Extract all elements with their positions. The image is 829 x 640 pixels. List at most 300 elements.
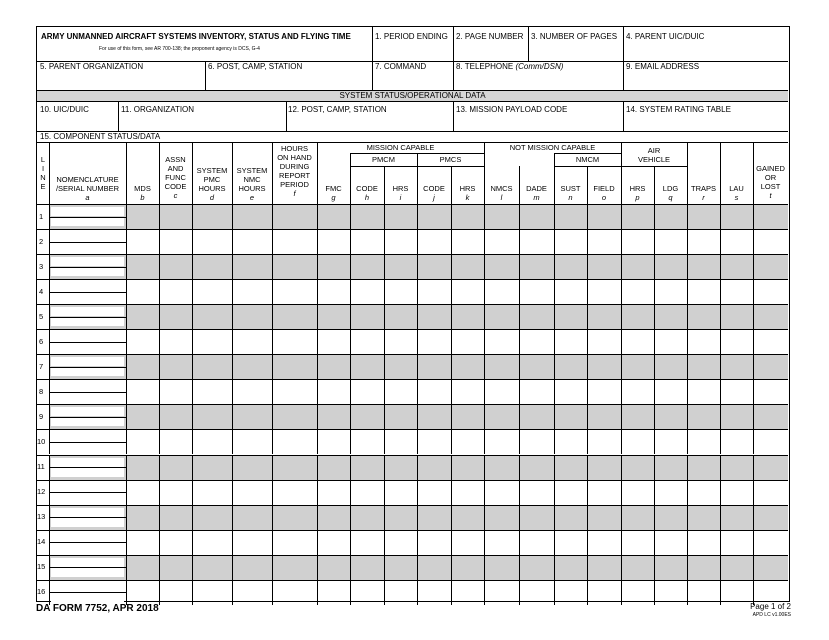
data-cell[interactable] bbox=[452, 280, 483, 303]
data-cell[interactable] bbox=[273, 456, 316, 479]
data-cell[interactable] bbox=[193, 531, 231, 554]
data-cell[interactable] bbox=[520, 456, 553, 479]
data-cell[interactable] bbox=[485, 230, 518, 253]
data-cell[interactable] bbox=[485, 581, 518, 604]
data-cell[interactable] bbox=[688, 581, 719, 604]
data-cell[interactable] bbox=[622, 531, 653, 554]
data-cell[interactable] bbox=[385, 481, 416, 504]
data-cell[interactable] bbox=[622, 581, 653, 604]
data-cell[interactable] bbox=[688, 205, 719, 228]
data-cell[interactable] bbox=[721, 405, 752, 428]
data-cell[interactable] bbox=[273, 355, 316, 378]
data-cell[interactable] bbox=[273, 481, 316, 504]
data-cell[interactable] bbox=[588, 330, 620, 353]
data-cell[interactable] bbox=[318, 330, 349, 353]
data-cell[interactable] bbox=[721, 205, 752, 228]
data-cell[interactable] bbox=[193, 430, 231, 453]
data-cell[interactable] bbox=[622, 506, 653, 529]
data-cell[interactable] bbox=[688, 506, 719, 529]
data-cell[interactable] bbox=[127, 506, 158, 529]
data-cell[interactable] bbox=[127, 330, 158, 353]
data-cell[interactable] bbox=[160, 581, 191, 604]
data-cell[interactable] bbox=[193, 506, 231, 529]
data-cell[interactable] bbox=[452, 531, 483, 554]
data-cell[interactable] bbox=[655, 380, 686, 403]
data-cell[interactable] bbox=[318, 355, 349, 378]
data-cell[interactable] bbox=[588, 506, 620, 529]
data-cell[interactable] bbox=[452, 581, 483, 604]
parent-org-field[interactable] bbox=[39, 72, 203, 88]
data-cell[interactable] bbox=[555, 355, 586, 378]
data-cell[interactable] bbox=[160, 305, 191, 328]
data-cell[interactable] bbox=[127, 230, 158, 253]
data-cell[interactable] bbox=[318, 481, 349, 504]
data-cell[interactable] bbox=[418, 305, 450, 328]
data-cell[interactable] bbox=[318, 556, 349, 579]
data-cell[interactable] bbox=[555, 305, 586, 328]
data-cell[interactable] bbox=[351, 581, 383, 604]
nomenclature-input[interactable] bbox=[51, 458, 124, 467]
serial-number-input[interactable] bbox=[51, 468, 124, 477]
data-cell[interactable] bbox=[655, 581, 686, 604]
data-cell[interactable] bbox=[655, 456, 686, 479]
data-cell[interactable] bbox=[385, 355, 416, 378]
data-cell[interactable] bbox=[127, 305, 158, 328]
data-cell[interactable] bbox=[160, 506, 191, 529]
data-cell[interactable] bbox=[418, 531, 450, 554]
data-cell[interactable] bbox=[273, 280, 316, 303]
data-cell[interactable] bbox=[452, 430, 483, 453]
data-cell[interactable] bbox=[160, 531, 191, 554]
serial-number-input[interactable] bbox=[51, 317, 124, 326]
data-cell[interactable] bbox=[622, 305, 653, 328]
data-cell[interactable] bbox=[385, 230, 416, 253]
data-cell[interactable] bbox=[193, 355, 231, 378]
data-cell[interactable] bbox=[385, 430, 416, 453]
data-cell[interactable] bbox=[273, 330, 316, 353]
data-cell[interactable] bbox=[655, 330, 686, 353]
data-cell[interactable] bbox=[233, 230, 271, 253]
data-cell[interactable] bbox=[127, 430, 158, 453]
nomenclature-input[interactable] bbox=[51, 307, 124, 316]
data-cell[interactable] bbox=[721, 430, 752, 453]
data-cell[interactable] bbox=[555, 506, 586, 529]
data-cell[interactable] bbox=[385, 506, 416, 529]
data-cell[interactable] bbox=[555, 405, 586, 428]
data-cell[interactable] bbox=[273, 405, 316, 428]
data-cell[interactable] bbox=[233, 581, 271, 604]
data-cell[interactable] bbox=[273, 556, 316, 579]
data-cell[interactable] bbox=[520, 280, 553, 303]
data-cell[interactable] bbox=[351, 506, 383, 529]
data-cell[interactable] bbox=[555, 481, 586, 504]
data-cell[interactable] bbox=[485, 481, 518, 504]
data-cell[interactable] bbox=[688, 330, 719, 353]
serial-number-input[interactable] bbox=[51, 493, 124, 502]
data-cell[interactable] bbox=[555, 230, 586, 253]
data-cell[interactable] bbox=[555, 531, 586, 554]
serial-number-input[interactable] bbox=[51, 367, 124, 376]
data-cell[interactable] bbox=[754, 531, 787, 554]
number-of-pages-field[interactable] bbox=[531, 41, 623, 59]
serial-number-input[interactable] bbox=[51, 518, 124, 527]
data-cell[interactable] bbox=[485, 405, 518, 428]
data-cell[interactable] bbox=[127, 280, 158, 303]
data-cell[interactable] bbox=[351, 380, 383, 403]
data-cell[interactable] bbox=[622, 556, 653, 579]
data-cell[interactable] bbox=[273, 531, 316, 554]
serial-number-input[interactable] bbox=[51, 543, 124, 552]
nomenclature-input[interactable] bbox=[51, 257, 124, 266]
data-cell[interactable] bbox=[655, 205, 686, 228]
data-cell[interactable] bbox=[160, 230, 191, 253]
data-cell[interactable] bbox=[754, 205, 787, 228]
data-cell[interactable] bbox=[193, 581, 231, 604]
data-cell[interactable] bbox=[273, 506, 316, 529]
data-cell[interactable] bbox=[318, 506, 349, 529]
data-cell[interactable] bbox=[385, 280, 416, 303]
data-cell[interactable] bbox=[588, 430, 620, 453]
data-cell[interactable] bbox=[520, 355, 553, 378]
data-cell[interactable] bbox=[385, 330, 416, 353]
data-cell[interactable] bbox=[233, 380, 271, 403]
data-cell[interactable] bbox=[127, 531, 158, 554]
data-cell[interactable] bbox=[688, 405, 719, 428]
data-cell[interactable] bbox=[485, 355, 518, 378]
data-cell[interactable] bbox=[233, 205, 271, 228]
data-cell[interactable] bbox=[452, 355, 483, 378]
data-cell[interactable] bbox=[520, 430, 553, 453]
data-cell[interactable] bbox=[588, 355, 620, 378]
data-cell[interactable] bbox=[555, 380, 586, 403]
data-cell[interactable] bbox=[555, 430, 586, 453]
data-cell[interactable] bbox=[485, 456, 518, 479]
data-cell[interactable] bbox=[622, 456, 653, 479]
data-cell[interactable] bbox=[754, 330, 787, 353]
data-cell[interactable] bbox=[351, 430, 383, 453]
data-cell[interactable] bbox=[351, 456, 383, 479]
serial-number-input[interactable] bbox=[51, 267, 124, 276]
data-cell[interactable] bbox=[318, 531, 349, 554]
data-cell[interactable] bbox=[318, 430, 349, 453]
nomenclature-input[interactable] bbox=[51, 232, 124, 241]
post-camp-station-field[interactable] bbox=[208, 72, 370, 88]
data-cell[interactable] bbox=[351, 405, 383, 428]
page-number-field[interactable] bbox=[456, 41, 528, 59]
data-cell[interactable] bbox=[754, 481, 787, 504]
data-cell[interactable] bbox=[418, 506, 450, 529]
data-cell[interactable] bbox=[193, 230, 231, 253]
data-cell[interactable] bbox=[351, 255, 383, 278]
data-cell[interactable] bbox=[318, 280, 349, 303]
data-cell[interactable] bbox=[418, 255, 450, 278]
data-cell[interactable] bbox=[193, 280, 231, 303]
data-cell[interactable] bbox=[622, 230, 653, 253]
data-cell[interactable] bbox=[622, 481, 653, 504]
data-cell[interactable] bbox=[555, 205, 586, 228]
serial-number-input[interactable] bbox=[51, 292, 124, 301]
serial-number-input[interactable] bbox=[51, 242, 124, 251]
data-cell[interactable] bbox=[520, 581, 553, 604]
data-cell[interactable] bbox=[655, 355, 686, 378]
data-cell[interactable] bbox=[127, 556, 158, 579]
data-cell[interactable] bbox=[273, 205, 316, 228]
data-cell[interactable] bbox=[160, 280, 191, 303]
nomenclature-input[interactable] bbox=[51, 508, 124, 517]
data-cell[interactable] bbox=[452, 405, 483, 428]
data-cell[interactable] bbox=[754, 430, 787, 453]
period-ending-field[interactable] bbox=[375, 41, 453, 59]
data-cell[interactable] bbox=[754, 305, 787, 328]
data-cell[interactable] bbox=[318, 456, 349, 479]
data-cell[interactable] bbox=[588, 280, 620, 303]
data-cell[interactable] bbox=[452, 230, 483, 253]
data-cell[interactable] bbox=[754, 230, 787, 253]
data-cell[interactable] bbox=[485, 506, 518, 529]
data-cell[interactable] bbox=[485, 305, 518, 328]
uic-duic-field[interactable] bbox=[39, 116, 117, 130]
data-cell[interactable] bbox=[721, 280, 752, 303]
data-cell[interactable] bbox=[555, 255, 586, 278]
data-cell[interactable] bbox=[318, 230, 349, 253]
data-cell[interactable] bbox=[127, 405, 158, 428]
data-cell[interactable] bbox=[655, 531, 686, 554]
serial-number-input[interactable] bbox=[51, 417, 124, 426]
data-cell[interactable] bbox=[193, 380, 231, 403]
data-cell[interactable] bbox=[588, 255, 620, 278]
data-cell[interactable] bbox=[588, 556, 620, 579]
data-cell[interactable] bbox=[655, 305, 686, 328]
data-cell[interactable] bbox=[351, 355, 383, 378]
data-cell[interactable] bbox=[160, 380, 191, 403]
data-cell[interactable] bbox=[721, 330, 752, 353]
data-cell[interactable] bbox=[233, 456, 271, 479]
data-cell[interactable] bbox=[233, 355, 271, 378]
data-cell[interactable] bbox=[520, 205, 553, 228]
data-cell[interactable] bbox=[688, 280, 719, 303]
data-cell[interactable] bbox=[273, 230, 316, 253]
data-cell[interactable] bbox=[721, 230, 752, 253]
data-cell[interactable] bbox=[721, 581, 752, 604]
data-cell[interactable] bbox=[588, 531, 620, 554]
data-cell[interactable] bbox=[754, 405, 787, 428]
data-cell[interactable] bbox=[193, 255, 231, 278]
data-cell[interactable] bbox=[485, 330, 518, 353]
data-cell[interactable] bbox=[622, 330, 653, 353]
data-cell[interactable] bbox=[318, 581, 349, 604]
data-cell[interactable] bbox=[385, 556, 416, 579]
email-field[interactable] bbox=[626, 72, 788, 88]
nomenclature-input[interactable] bbox=[51, 332, 124, 341]
data-cell[interactable] bbox=[588, 481, 620, 504]
data-cell[interactable] bbox=[160, 255, 191, 278]
data-cell[interactable] bbox=[160, 205, 191, 228]
data-cell[interactable] bbox=[754, 355, 787, 378]
data-cell[interactable] bbox=[520, 380, 553, 403]
command-field[interactable] bbox=[375, 72, 453, 88]
data-cell[interactable] bbox=[351, 230, 383, 253]
data-cell[interactable] bbox=[754, 456, 787, 479]
nomenclature-input[interactable] bbox=[51, 407, 124, 416]
data-cell[interactable] bbox=[351, 205, 383, 228]
data-cell[interactable] bbox=[160, 481, 191, 504]
data-cell[interactable] bbox=[351, 531, 383, 554]
data-cell[interactable] bbox=[418, 280, 450, 303]
data-cell[interactable] bbox=[520, 506, 553, 529]
data-cell[interactable] bbox=[233, 481, 271, 504]
data-cell[interactable] bbox=[452, 255, 483, 278]
data-cell[interactable] bbox=[721, 456, 752, 479]
data-cell[interactable] bbox=[622, 405, 653, 428]
data-cell[interactable] bbox=[485, 430, 518, 453]
data-cell[interactable] bbox=[655, 405, 686, 428]
data-cell[interactable] bbox=[160, 456, 191, 479]
data-cell[interactable] bbox=[385, 581, 416, 604]
data-cell[interactable] bbox=[452, 330, 483, 353]
data-cell[interactable] bbox=[385, 456, 416, 479]
data-cell[interactable] bbox=[351, 330, 383, 353]
data-cell[interactable] bbox=[273, 430, 316, 453]
data-cell[interactable] bbox=[688, 531, 719, 554]
data-cell[interactable] bbox=[160, 405, 191, 428]
data-cell[interactable] bbox=[193, 330, 231, 353]
data-cell[interactable] bbox=[721, 481, 752, 504]
data-cell[interactable] bbox=[688, 355, 719, 378]
data-cell[interactable] bbox=[655, 280, 686, 303]
data-cell[interactable] bbox=[273, 305, 316, 328]
serial-number-input[interactable] bbox=[51, 217, 124, 226]
data-cell[interactable] bbox=[160, 330, 191, 353]
data-cell[interactable] bbox=[193, 305, 231, 328]
data-cell[interactable] bbox=[485, 255, 518, 278]
data-cell[interactable] bbox=[588, 230, 620, 253]
data-cell[interactable] bbox=[385, 405, 416, 428]
data-cell[interactable] bbox=[655, 430, 686, 453]
data-cell[interactable] bbox=[721, 556, 752, 579]
data-cell[interactable] bbox=[233, 330, 271, 353]
data-cell[interactable] bbox=[160, 556, 191, 579]
nomenclature-input[interactable] bbox=[51, 382, 124, 391]
data-cell[interactable] bbox=[754, 556, 787, 579]
telephone-field[interactable] bbox=[456, 72, 621, 88]
data-cell[interactable] bbox=[318, 205, 349, 228]
data-cell[interactable] bbox=[721, 305, 752, 328]
data-cell[interactable] bbox=[622, 355, 653, 378]
data-cell[interactable] bbox=[193, 205, 231, 228]
data-cell[interactable] bbox=[520, 405, 553, 428]
data-cell[interactable] bbox=[588, 380, 620, 403]
serial-number-input[interactable] bbox=[51, 442, 124, 451]
data-cell[interactable] bbox=[127, 581, 158, 604]
data-cell[interactable] bbox=[273, 255, 316, 278]
data-cell[interactable] bbox=[622, 430, 653, 453]
data-cell[interactable] bbox=[588, 205, 620, 228]
data-cell[interactable] bbox=[418, 581, 450, 604]
data-cell[interactable] bbox=[754, 581, 787, 604]
data-cell[interactable] bbox=[351, 305, 383, 328]
data-cell[interactable] bbox=[655, 556, 686, 579]
nomenclature-input[interactable] bbox=[51, 483, 124, 492]
data-cell[interactable] bbox=[418, 405, 450, 428]
data-cell[interactable] bbox=[520, 556, 553, 579]
data-cell[interactable] bbox=[555, 556, 586, 579]
data-cell[interactable] bbox=[688, 430, 719, 453]
rating-table-field[interactable] bbox=[626, 116, 788, 130]
data-cell[interactable] bbox=[754, 506, 787, 529]
nomenclature-input[interactable] bbox=[51, 432, 124, 441]
data-cell[interactable] bbox=[233, 280, 271, 303]
data-cell[interactable] bbox=[688, 380, 719, 403]
data-cell[interactable] bbox=[520, 305, 553, 328]
data-cell[interactable] bbox=[351, 280, 383, 303]
data-cell[interactable] bbox=[418, 205, 450, 228]
data-cell[interactable] bbox=[452, 481, 483, 504]
data-cell[interactable] bbox=[160, 430, 191, 453]
data-cell[interactable] bbox=[520, 330, 553, 353]
data-cell[interactable] bbox=[233, 531, 271, 554]
data-cell[interactable] bbox=[588, 581, 620, 604]
serial-number-input[interactable] bbox=[51, 593, 124, 602]
data-cell[interactable] bbox=[127, 255, 158, 278]
data-cell[interactable] bbox=[555, 280, 586, 303]
post-camp-station-12-field[interactable] bbox=[288, 116, 452, 130]
data-cell[interactable] bbox=[555, 456, 586, 479]
data-cell[interactable] bbox=[688, 456, 719, 479]
data-cell[interactable] bbox=[452, 456, 483, 479]
data-cell[interactable] bbox=[418, 380, 450, 403]
data-cell[interactable] bbox=[318, 380, 349, 403]
data-cell[interactable] bbox=[418, 355, 450, 378]
data-cell[interactable] bbox=[418, 481, 450, 504]
data-cell[interactable] bbox=[520, 531, 553, 554]
data-cell[interactable] bbox=[655, 255, 686, 278]
data-cell[interactable] bbox=[318, 305, 349, 328]
data-cell[interactable] bbox=[485, 556, 518, 579]
data-cell[interactable] bbox=[622, 255, 653, 278]
data-cell[interactable] bbox=[655, 506, 686, 529]
data-cell[interactable] bbox=[385, 380, 416, 403]
data-cell[interactable] bbox=[452, 506, 483, 529]
data-cell[interactable] bbox=[127, 481, 158, 504]
data-cell[interactable] bbox=[754, 280, 787, 303]
data-cell[interactable] bbox=[721, 355, 752, 378]
data-cell[interactable] bbox=[452, 305, 483, 328]
data-cell[interactable] bbox=[754, 255, 787, 278]
data-cell[interactable] bbox=[193, 481, 231, 504]
data-cell[interactable] bbox=[688, 481, 719, 504]
data-cell[interactable] bbox=[193, 456, 231, 479]
data-cell[interactable] bbox=[688, 230, 719, 253]
data-cell[interactable] bbox=[452, 380, 483, 403]
data-cell[interactable] bbox=[193, 556, 231, 579]
nomenclature-input[interactable] bbox=[51, 207, 124, 216]
data-cell[interactable] bbox=[520, 481, 553, 504]
serial-number-input[interactable] bbox=[51, 392, 124, 401]
nomenclature-input[interactable] bbox=[51, 533, 124, 542]
data-cell[interactable] bbox=[418, 456, 450, 479]
parent-uic-field[interactable] bbox=[626, 41, 788, 59]
data-cell[interactable] bbox=[127, 380, 158, 403]
nomenclature-input[interactable] bbox=[51, 282, 124, 291]
data-cell[interactable] bbox=[588, 456, 620, 479]
data-cell[interactable] bbox=[485, 531, 518, 554]
data-cell[interactable] bbox=[622, 380, 653, 403]
data-cell[interactable] bbox=[127, 205, 158, 228]
organization-field[interactable] bbox=[121, 116, 285, 130]
data-cell[interactable] bbox=[555, 581, 586, 604]
data-cell[interactable] bbox=[688, 305, 719, 328]
data-cell[interactable] bbox=[485, 205, 518, 228]
